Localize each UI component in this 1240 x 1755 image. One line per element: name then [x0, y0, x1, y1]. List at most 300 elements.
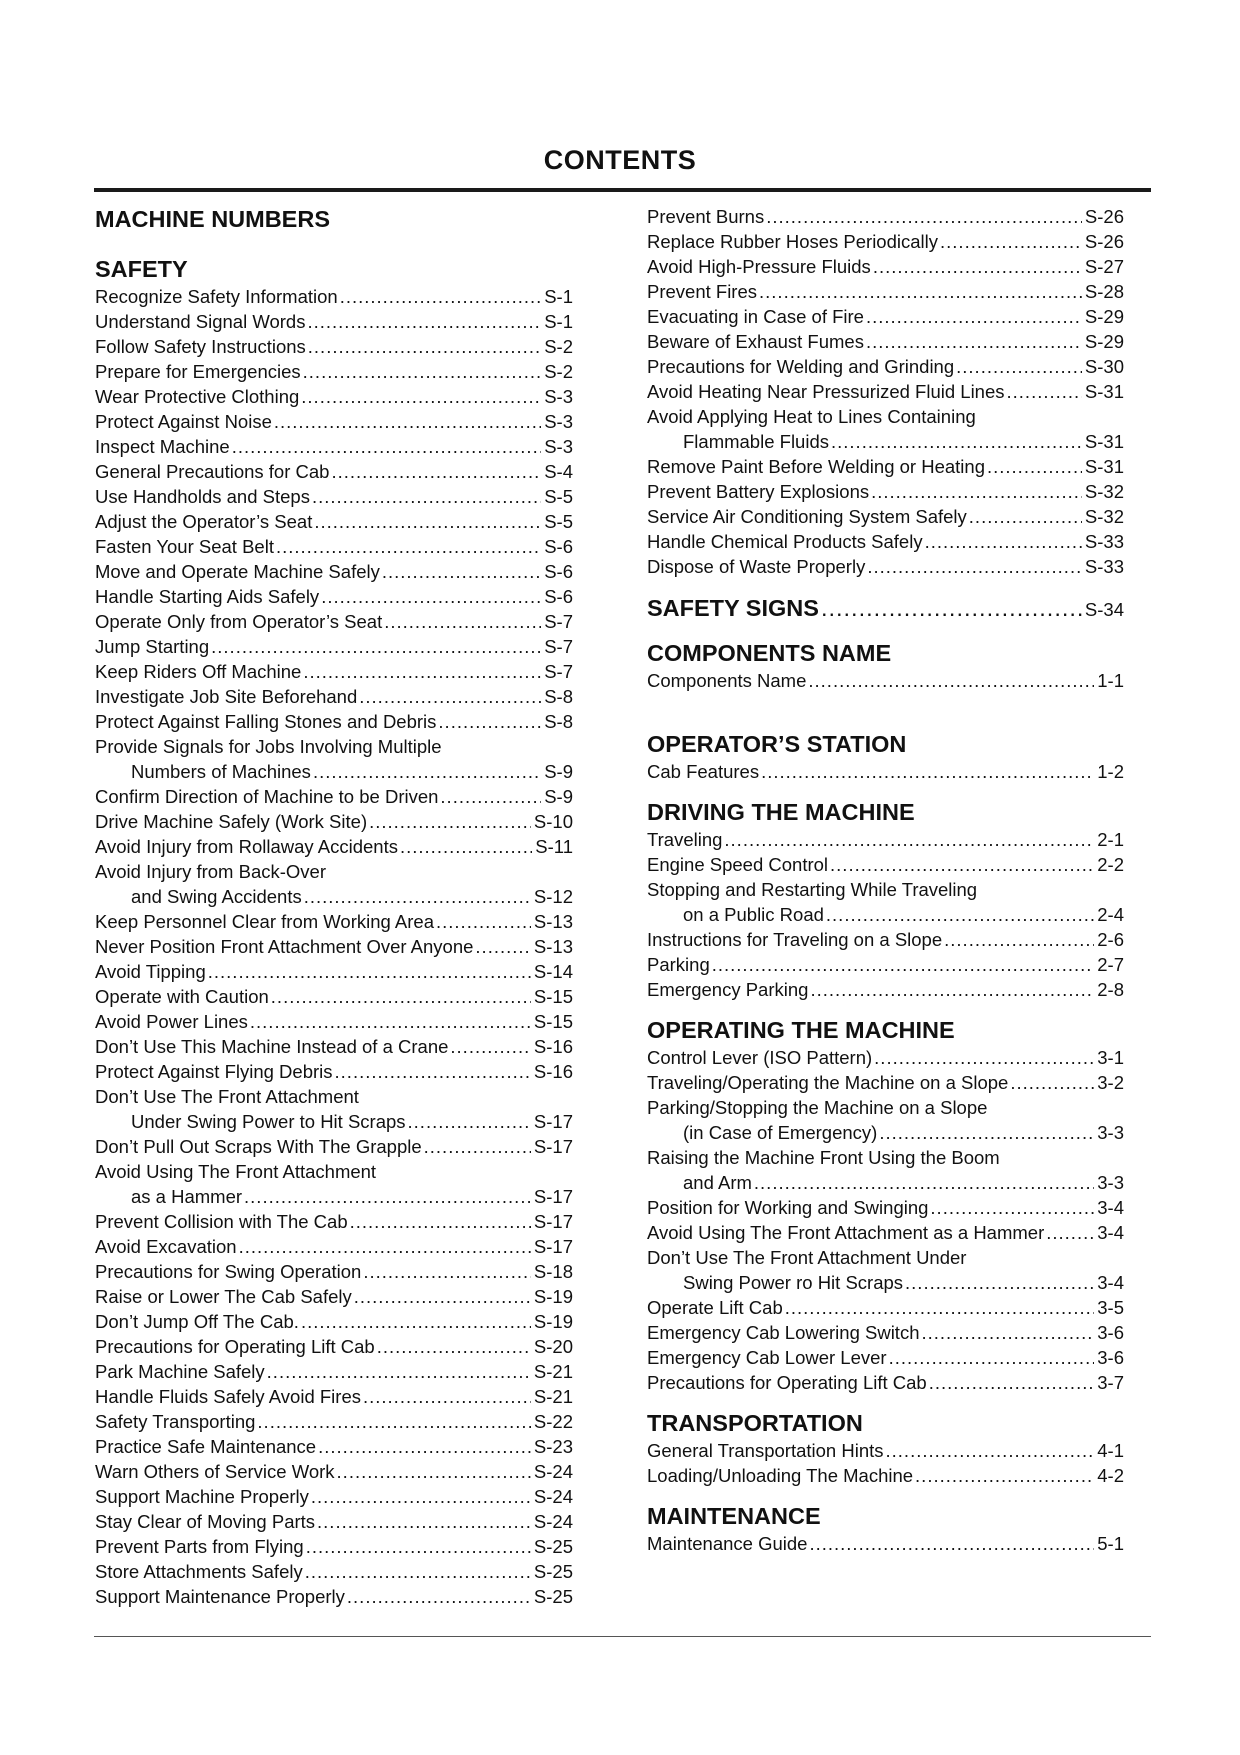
- toc-page-number: S-2: [544, 336, 573, 357]
- toc-entry-label: Move and Operate Machine Safely: [95, 561, 380, 582]
- toc-page-number: S-3: [544, 436, 573, 457]
- toc-entry-label: Operate with Caution: [95, 986, 269, 1007]
- toc-entry[interactable]: [95, 484, 573, 509]
- toc-entry[interactable]: [647, 1195, 1124, 1220]
- toc-entry-label: Avoid Power Lines: [95, 1011, 248, 1032]
- toc-entry-label: Keep Personnel Clear from Working Area: [95, 911, 434, 932]
- dot-leader: [424, 1134, 531, 1159]
- toc-entry[interactable]: [95, 384, 573, 409]
- toc-entry-label: Precautions for Operating Lift Cab: [95, 1336, 375, 1357]
- toc-entry[interactable]: [647, 479, 1124, 504]
- toc-entry[interactable]: [95, 634, 573, 659]
- dot-leader: [271, 984, 531, 1009]
- toc-entry[interactable]: [95, 1234, 573, 1259]
- toc-entry[interactable]: [95, 884, 573, 909]
- safety-entries-continued: [647, 204, 1124, 579]
- toc-page-number: S-25: [533, 1536, 573, 1557]
- toc-entry-label: Provide Signals for Jobs Involving Multiple: [95, 736, 442, 757]
- section-driving-the-machine: DRIVING THE MACHINE: [647, 799, 915, 825]
- toc-entry[interactable]: [95, 834, 573, 859]
- toc-entry-label: Raise or Lower The Cab Safely: [95, 1286, 352, 1307]
- toc-page-number: S-21: [533, 1386, 573, 1407]
- toc-entry[interactable]: [95, 534, 573, 559]
- toc-entry[interactable]: [95, 909, 573, 934]
- toc-page-number: S-18: [533, 1261, 573, 1282]
- toc-entry[interactable]: [95, 1059, 573, 1084]
- toc-entry[interactable]: [647, 279, 1124, 304]
- toc-entry-label: Investigate Job Site Beforehand: [95, 686, 358, 707]
- dot-leader: [956, 354, 1082, 379]
- dot-leader: [826, 902, 1094, 927]
- toc-entry[interactable]: [647, 927, 1124, 952]
- toc-entry[interactable]: [95, 809, 573, 834]
- dot-leader: [436, 909, 531, 934]
- toc-entry-label: Understand Signal Words: [95, 311, 306, 332]
- toc-page-number: S-17: [533, 1186, 573, 1207]
- toc-page-number: S-17: [533, 1211, 573, 1232]
- toc-entry-label: and Swing Accidents: [131, 886, 302, 907]
- dot-leader: [305, 1559, 531, 1584]
- dot-leader: [239, 1234, 531, 1259]
- toc-page-number: S-31: [1084, 456, 1124, 477]
- toc-page-number: S-28: [1084, 281, 1124, 302]
- toc-entry-label: Under Swing Power to Hit Scraps: [131, 1111, 406, 1132]
- dot-leader: [886, 1438, 1095, 1463]
- toc-entry[interactable]: [647, 1345, 1124, 1370]
- dot-leader: [321, 584, 541, 609]
- toc-entry: [647, 1095, 1124, 1120]
- dot-leader: [250, 1009, 531, 1034]
- toc-page-number: S-6: [544, 536, 573, 557]
- dot-leader: [306, 1534, 531, 1559]
- toc-entry-label: Avoid Injury from Back-Over: [95, 861, 326, 882]
- toc-entry-label: on a Public Road: [683, 904, 824, 925]
- toc-entry[interactable]: [647, 1170, 1124, 1195]
- toc-page-number: S-12: [533, 886, 573, 907]
- toc-entry[interactable]: [95, 684, 573, 709]
- toc-entry-label: Handle Chemical Products Safely: [647, 531, 923, 552]
- toc-entry-label: Numbers of Machines: [131, 761, 311, 782]
- toc-entry: [647, 1145, 1124, 1170]
- toc-entry[interactable]: [647, 1120, 1124, 1145]
- toc-entry-label: Emergency Cab Lower Lever: [647, 1347, 887, 1368]
- toc-entry[interactable]: [95, 1459, 573, 1484]
- toc-entry-label: Inspect Machine: [95, 436, 230, 457]
- toc-entry[interactable]: [647, 1320, 1124, 1345]
- toc-entry[interactable]: [95, 1209, 573, 1234]
- toc-entry[interactable]: [647, 977, 1124, 1002]
- dot-leader: [208, 959, 531, 984]
- toc-entry[interactable]: [647, 827, 1124, 852]
- dot-leader: [808, 668, 1094, 693]
- toc-entry[interactable]: [95, 1534, 573, 1559]
- toc-page-number: S-26: [1084, 231, 1124, 252]
- toc-page-number: S-23: [533, 1436, 573, 1457]
- toc-entry: [95, 859, 573, 884]
- toc-page-number: 3-4: [1097, 1222, 1124, 1243]
- toc-entry[interactable]: [95, 1584, 573, 1609]
- dot-leader: [879, 1120, 1094, 1145]
- toc-entry[interactable]: [95, 1434, 573, 1459]
- toc-entry[interactable]: [95, 1559, 573, 1584]
- toc-entry[interactable]: [95, 709, 573, 734]
- toc-entry[interactable]: [95, 359, 573, 384]
- toc-entry-label: Remove Paint Before Welding or Heating: [647, 456, 985, 477]
- dot-leader: [1007, 379, 1082, 404]
- toc-entry[interactable]: [95, 934, 573, 959]
- dot-leader: [313, 759, 541, 784]
- toc-entry-label: Flammable Fluids: [683, 431, 829, 452]
- toc-page-number: 4-2: [1097, 1465, 1124, 1486]
- dot-leader: [301, 384, 541, 409]
- dot-leader: [301, 1309, 531, 1334]
- toc-entry[interactable]: [647, 1295, 1124, 1320]
- toc-entry-label: Prepare for Emergencies: [95, 361, 301, 382]
- toc-page-number: 3-7: [1097, 1372, 1124, 1393]
- toc-entry[interactable]: [647, 229, 1124, 254]
- toc-entry-label: Stopping and Restarting While Traveling: [647, 879, 978, 900]
- toc-entry[interactable]: [95, 1309, 573, 1334]
- toc-page-number: S-15: [533, 986, 573, 1007]
- toc-entry-label: Don’t Use This Machine Instead of a Crane: [95, 1036, 449, 1057]
- dot-leader: [211, 634, 541, 659]
- toc-page-number: S-33: [1084, 531, 1124, 552]
- toc-entry[interactable]: [95, 409, 573, 434]
- toc-entry-label: Never Position Front Attachment Over Anyone: [95, 936, 474, 957]
- dot-leader: [244, 1184, 531, 1209]
- toc-entry-label: Prevent Burns: [647, 206, 765, 227]
- dot-leader: [831, 429, 1082, 454]
- toc-page-number: S-3: [544, 411, 573, 432]
- toc-entry-label: Service Air Conditioning System Safely: [647, 506, 967, 527]
- toc-entry-label: Cab Features: [647, 761, 760, 782]
- toc-entry-label: Confirm Direction of Machine to be Driven: [95, 786, 439, 807]
- dot-leader: [303, 659, 541, 684]
- toc-entry-label: and Arm: [683, 1172, 752, 1193]
- toc-page-number: S-3: [544, 386, 573, 407]
- toc-page-number: 3-4: [1097, 1197, 1124, 1218]
- dot-leader: [929, 1370, 1095, 1395]
- toc-entry[interactable]: [95, 784, 573, 809]
- toc-entry-label: Support Maintenance Properly: [95, 1586, 345, 1607]
- toc-entry[interactable]: [95, 1409, 573, 1434]
- toc-page-number: 1-2: [1097, 761, 1124, 782]
- dot-leader: [408, 1109, 531, 1134]
- toc-page-number: S-8: [544, 686, 573, 707]
- toc-entry[interactable]: [95, 284, 573, 309]
- toc-entry[interactable]: [647, 529, 1124, 554]
- toc-entry[interactable]: [95, 509, 573, 534]
- transportation-entries: [647, 1438, 1124, 1488]
- toc-entry[interactable]: [95, 1009, 573, 1034]
- toc-entry-label: Use Handholds and Steps: [95, 486, 310, 507]
- dot-leader: [866, 304, 1082, 329]
- page-title: CONTENTS: [543, 145, 697, 175]
- dot-leader: [340, 284, 542, 309]
- toc-page-number: S-33: [1084, 556, 1124, 577]
- toc-entry-label: Components Name: [647, 670, 807, 691]
- toc-entry[interactable]: [95, 309, 573, 334]
- toc-entry-label: Traveling/Operating the Machine on a Slope: [647, 1072, 1009, 1093]
- dot-leader: [821, 593, 1082, 623]
- toc-entry[interactable]: [647, 1370, 1124, 1395]
- dot-leader: [382, 559, 541, 584]
- toc-entry[interactable]: [647, 504, 1124, 529]
- toc-entry[interactable]: [95, 1134, 573, 1159]
- dot-leader: [930, 1195, 1094, 1220]
- dot-leader: [785, 1295, 1095, 1320]
- toc-page-number: S-1: [544, 311, 573, 332]
- dot-leader: [724, 827, 1094, 852]
- toc-page-number: S-7: [544, 636, 573, 657]
- left-column: [95, 204, 573, 1609]
- dot-leader: [354, 1284, 531, 1309]
- dot-leader: [867, 554, 1082, 579]
- dot-leader: [712, 952, 1095, 977]
- dot-leader: [363, 1384, 531, 1409]
- toc-entry-label: (in Case of Emergency): [683, 1122, 878, 1143]
- toc-entry[interactable]: [647, 204, 1124, 229]
- toc-page-number: S-7: [544, 611, 573, 632]
- toc-entry[interactable]: [647, 429, 1124, 454]
- toc-page-number: S-5: [544, 486, 573, 507]
- toc-entry-label: Wear Protective Clothing: [95, 386, 300, 407]
- toc-page-number: 2-8: [1097, 979, 1124, 1000]
- toc-page-number: 3-6: [1097, 1347, 1124, 1368]
- toc-entry: [647, 877, 1124, 902]
- toc-page-number: 5-1: [1097, 1533, 1124, 1554]
- toc-page-number: 2-6: [1097, 929, 1124, 950]
- toc-entry[interactable]: [95, 1359, 573, 1384]
- toc-entry[interactable]: [647, 759, 1124, 784]
- dot-leader: [915, 1463, 1094, 1488]
- footer-rule: [94, 1636, 1151, 1637]
- toc-entry-label: Protect Against Falling Stones and Debris: [95, 711, 437, 732]
- dot-leader: [873, 254, 1082, 279]
- dot-leader: [384, 609, 541, 634]
- dot-leader: [312, 484, 541, 509]
- toc-entry-safety-signs[interactable]: [647, 593, 1124, 625]
- toc-entry-label: Jump Starting: [95, 636, 210, 657]
- dot-leader: [257, 1409, 531, 1434]
- toc-entry[interactable]: [647, 254, 1124, 279]
- toc-entry[interactable]: [647, 852, 1124, 877]
- toc-page-number: S-29: [1084, 331, 1124, 352]
- toc-entry[interactable]: [95, 1384, 573, 1409]
- toc-entry[interactable]: [95, 1034, 573, 1059]
- toc-page-number: S-6: [544, 561, 573, 582]
- toc-entry-label: Prevent Parts from Flying: [95, 1536, 304, 1557]
- toc-entry[interactable]: [95, 759, 573, 784]
- toc-entry-label: Avoid Excavation: [95, 1236, 237, 1257]
- toc-page-number: S-27: [1084, 256, 1124, 277]
- toc-page-number: S-1: [544, 286, 573, 307]
- toc-entry[interactable]: [95, 559, 573, 584]
- toc-page-number: S-17: [533, 1136, 573, 1157]
- toc-page-number: S-30: [1084, 356, 1124, 377]
- dot-leader: [761, 759, 1094, 784]
- toc-entry[interactable]: [647, 1220, 1124, 1245]
- toc-entry-label: Emergency Parking: [647, 979, 809, 1000]
- toc-page-number: S-32: [1084, 506, 1124, 527]
- toc-entry[interactable]: [95, 609, 573, 634]
- section-machine-numbers: MACHINE NUMBERS: [95, 206, 330, 232]
- toc-entry[interactable]: [647, 668, 1124, 693]
- dot-leader: [232, 434, 541, 459]
- toc-entry-label: Parking/Stopping the Machine on a Slope: [647, 1097, 988, 1118]
- toc-page-number: 2-4: [1097, 904, 1124, 925]
- toc-entry[interactable]: [647, 1270, 1124, 1295]
- dot-leader: [304, 884, 531, 909]
- toc-page-number: S-5: [544, 511, 573, 532]
- toc-entry[interactable]: [647, 379, 1124, 404]
- toc-page-number: S-24: [533, 1486, 573, 1507]
- toc-entry[interactable]: [647, 304, 1124, 329]
- dot-leader: [400, 834, 532, 859]
- toc-entry[interactable]: [95, 1484, 573, 1509]
- toc-entry-label: Avoid Using The Front Attachment: [95, 1161, 377, 1182]
- driving-entries: [647, 827, 1124, 1002]
- toc-entry-label: General Precautions for Cab: [95, 461, 330, 482]
- toc-entry[interactable]: [647, 902, 1124, 927]
- toc-page-number: S-17: [533, 1236, 573, 1257]
- toc-page-number: S-15: [533, 1011, 573, 1032]
- safety-entries: [95, 284, 573, 1609]
- toc-entry-label: Precautions for Welding and Grinding: [647, 356, 955, 377]
- dot-leader: [1010, 1070, 1094, 1095]
- dot-leader: [940, 229, 1082, 254]
- section-safety: SAFETY: [95, 256, 188, 282]
- dot-leader: [314, 509, 541, 534]
- toc-entry-label: Engine Speed Control: [647, 854, 829, 875]
- toc-page-number: 3-6: [1097, 1322, 1124, 1343]
- toc-page-number: S-25: [533, 1561, 573, 1582]
- toc-page-number: S-32: [1084, 481, 1124, 502]
- toc-entry-label: Don’t Jump Off The Cab.: [95, 1311, 299, 1332]
- toc-page-number: 2-1: [1097, 829, 1124, 850]
- dot-leader: [331, 459, 541, 484]
- toc-entry[interactable]: [647, 1045, 1124, 1070]
- toc-entry-label: Control Lever (ISO Pattern): [647, 1047, 873, 1068]
- toc-page-number: S-9: [544, 761, 573, 782]
- toc-entry[interactable]: [647, 1463, 1124, 1488]
- toc-page-number: S-19: [533, 1286, 573, 1307]
- toc-entry-label: Beware of Exhaust Fumes: [647, 331, 864, 352]
- toc-entry[interactable]: [95, 1109, 573, 1134]
- toc-entry[interactable]: [647, 554, 1124, 579]
- toc-page-number: S-6: [544, 586, 573, 607]
- toc-page-number: S-16: [533, 1061, 573, 1082]
- dot-leader: [377, 1334, 531, 1359]
- toc-page-number: S-22: [533, 1411, 573, 1432]
- toc-entry[interactable]: [95, 984, 573, 1009]
- toc-entry-label: General Transportation Hints: [647, 1440, 884, 1461]
- toc-entry-label: Avoid Applying Heat to Lines Containing: [647, 406, 976, 427]
- dot-leader: [335, 1059, 531, 1084]
- toc-entry[interactable]: [647, 952, 1124, 977]
- dot-leader: [944, 927, 1094, 952]
- toc-entry-label: Prevent Collision with The Cab: [95, 1211, 348, 1232]
- toc-page-number: 2-7: [1097, 954, 1124, 975]
- toc-entry-label: Prevent Battery Explosions: [647, 481, 870, 502]
- toc-page-number: S-16: [533, 1036, 573, 1057]
- toc-entry[interactable]: [647, 354, 1124, 379]
- toc-entry[interactable]: [95, 1509, 573, 1534]
- toc-page-number: S-34: [1084, 599, 1124, 620]
- toc-entry[interactable]: [95, 459, 573, 484]
- toc-entry[interactable]: [95, 334, 573, 359]
- toc-page-number: S-26: [1084, 206, 1124, 227]
- toc-entry[interactable]: [647, 454, 1124, 479]
- toc-page-number: S-19: [533, 1311, 573, 1332]
- toc-entry-label: Maintenance Guide: [647, 1533, 808, 1554]
- toc-entry[interactable]: [95, 584, 573, 609]
- toc-entry-label: Loading/Unloading The Machine: [647, 1465, 914, 1486]
- dot-leader: [438, 709, 541, 734]
- dot-leader: [350, 1209, 531, 1234]
- toc-entry: [647, 1245, 1124, 1270]
- dot-leader: [303, 359, 542, 384]
- toc-entry-label: Position for Working and Swinging: [647, 1197, 929, 1218]
- toc-entry: [95, 1084, 573, 1109]
- toc-page-number: S-29: [1084, 306, 1124, 327]
- dot-leader: [809, 1531, 1094, 1556]
- toc-entry-label: Park Machine Safely: [95, 1361, 265, 1382]
- section-operating-the-machine: OPERATING THE MACHINE: [647, 1017, 955, 1043]
- toc-entry[interactable]: [95, 1184, 573, 1209]
- right-column: [647, 204, 1124, 1556]
- toc-entry-label: Handle Starting Aids Safely: [95, 586, 320, 607]
- toc-entry-label: Don’t Use The Front Attachment: [95, 1086, 359, 1107]
- toc-entry[interactable]: [95, 659, 573, 684]
- dot-leader: [905, 1270, 1094, 1295]
- toc-entry[interactable]: [647, 329, 1124, 354]
- toc-page-number: S-13: [533, 936, 573, 957]
- toc-entry-label: Emergency Cab Lowering Switch: [647, 1322, 920, 1343]
- dot-leader: [369, 809, 531, 834]
- dot-leader: [1046, 1220, 1094, 1245]
- dot-leader: [754, 1170, 1094, 1195]
- toc-entry[interactable]: [95, 1284, 573, 1309]
- toc-entry[interactable]: [95, 959, 573, 984]
- title-rule: [94, 188, 1151, 192]
- toc-entry-label: Avoid Tipping: [95, 961, 206, 982]
- toc-entry-label: Keep Riders Off Machine: [95, 661, 302, 682]
- toc-entry-label: Dispose of Waste Properly: [647, 556, 866, 577]
- maintenance-entries: [647, 1531, 1124, 1556]
- dot-leader: [318, 1434, 531, 1459]
- dot-leader: [969, 504, 1082, 529]
- dot-leader: [274, 409, 541, 434]
- toc-entry[interactable]: [95, 1259, 573, 1284]
- toc-entry[interactable]: [647, 1070, 1124, 1095]
- dot-leader: [871, 479, 1082, 504]
- toc-entry-label: Recognize Safety Information: [95, 286, 338, 307]
- toc-entry[interactable]: [95, 434, 573, 459]
- dot-leader: [475, 934, 531, 959]
- toc-entry-label: Avoid Heating Near Pressurized Fluid Lines: [647, 381, 1005, 402]
- toc-entry: [95, 734, 573, 759]
- toc-entry-label: as a Hammer: [131, 1186, 243, 1207]
- toc-entry[interactable]: [95, 1334, 573, 1359]
- dot-leader: [311, 1484, 531, 1509]
- toc-entry[interactable]: [647, 1438, 1124, 1463]
- toc-entry[interactable]: [647, 1531, 1124, 1556]
- dot-leader: [363, 1259, 531, 1284]
- toc-entry-label: Operate Lift Cab: [647, 1297, 783, 1318]
- dot-leader: [866, 329, 1082, 354]
- toc-entry-label: Adjust the Operator’s Seat: [95, 511, 313, 532]
